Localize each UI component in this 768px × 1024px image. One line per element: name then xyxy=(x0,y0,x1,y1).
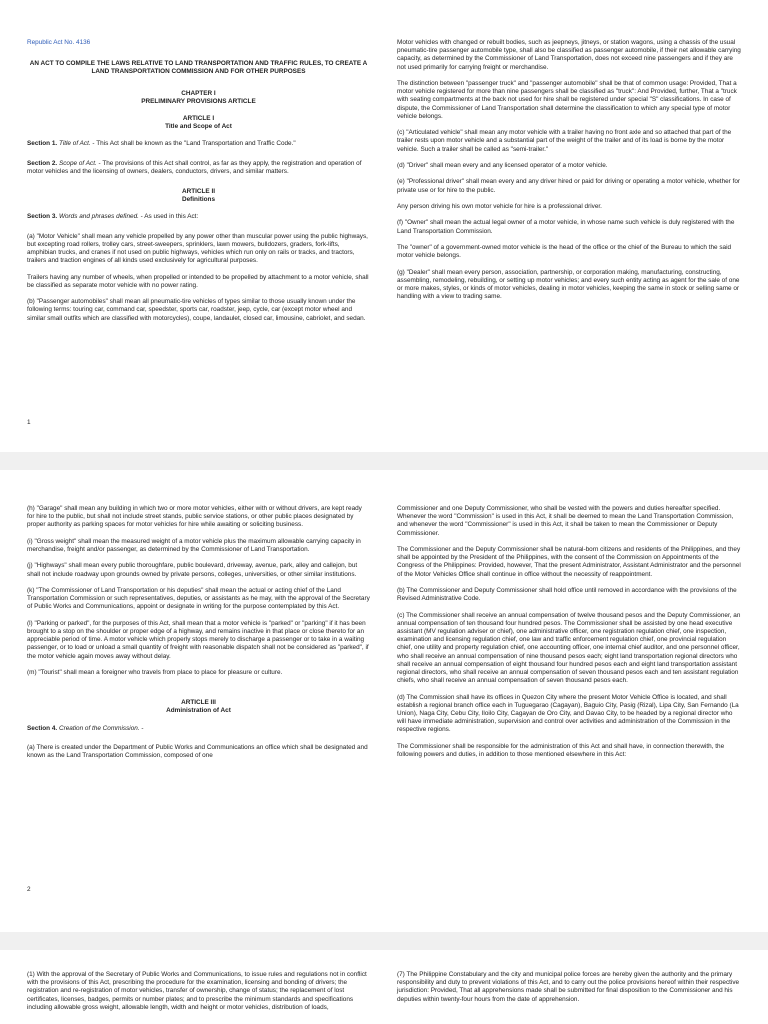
definition-paragraph: (k) "The Commissioner of Land Transportation or his deputies" shall mean the actual or acting chief of the Land Transportation Commission or such representatives, deputies, or assistants as he may, with the approval of the Secretary of Public Works and Communications, appoint or designate in writing for the purpose contemplated by this Act. xyxy=(27,586,370,611)
definition-paragraph: (l) "Parking or parked", for the purposes of this Act, shall mean that a motor vehicle is "parked" or "parking" if it has been brought to a stop on the shoulder or proper edge of a highway, and remains inactive in that place or close thereto for an appreciable period of time. A motor vehicle which properly stops merely to discharge a passenger or to take in a waiting passenger, or to load or unload a small quantity of freight with reasonable dispatch shall not be considered as "parked", if the motor vehicle again moves away without delay. xyxy=(27,619,369,660)
body-paragraph: (a) There is created under the Department of Public Works and Communications an office which shall be designated and known as the Land Transportation Commission, composed of one xyxy=(27,743,368,759)
body-paragraph: The Commissioner and the Deputy Commissioner shall be natural-born citizens and residents of the Philippines, and they shall be appointed by the President of the Philippines, with the consent of the Commission on Appointments of the Congress of the Philippines: Provided, however, That the present Administrator, Assistant Administrator and the personnel of the Motor Vehicles Office shall continue in office without the necessity of reappointment. xyxy=(397,546,741,578)
section-title: Scope of Act. xyxy=(58,159,97,167)
body-paragraph: Commissioner and one Deputy Commissioner, who shall be vested with the powers and duties hereafter specified. Whenever the word "Commission" is used in this Act, it shall be deemed to mean the Land Transportation Commission, and whenever the word "Commissioner" is used in this Act, it shall be taken to mean the Commissioner or Deputy Commissioner. xyxy=(397,505,734,537)
article-title: Administration of Act xyxy=(166,707,231,715)
definition-paragraph: (d) "Driver" shall mean every and any licensed operator of a motor vehicle. xyxy=(397,162,608,169)
section-label: Section 4. xyxy=(27,724,58,732)
definition-paragraph: (f) "Owner" shall mean the actual legal owner of a motor vehicle, in whose name such vehicle is duly registered with the Land Transportation Commission. xyxy=(397,219,735,235)
page-gap xyxy=(0,452,768,470)
section-text: - The provisions of this Act shall control, as far as they apply, the registration and operation of motor vehicles and the licensing of owners, dealers, conductors, drivers, and similar matters. xyxy=(27,159,362,175)
chapter-heading xyxy=(27,90,370,106)
body-paragraph: The distinction between "passenger truck" and "passenger automobile" shall be that of common usage: Provided, That a motor vehicle registered for more than nine passengers shall be classified as "truck": And Provided, further, That a "truck with seating compartments at the back not used for hire shall be registered under special "S" classifications. In case of dispute, the Commissioner of Land Transportation shall determine the classification to which any special type of motor vehicle belongs. xyxy=(397,80,737,120)
chapter-number: CHAPTER I xyxy=(181,89,216,97)
page2-right-column xyxy=(397,505,742,767)
page1-left-column xyxy=(27,39,370,331)
page-number: 2 xyxy=(27,886,31,893)
republic-act-link[interactable]: Republic Act No. 4136 xyxy=(27,39,91,46)
section-label: Section 2. xyxy=(27,159,58,167)
article-title: Definitions xyxy=(181,196,216,204)
page3-left-column xyxy=(27,971,370,1020)
page3-right-column xyxy=(397,971,742,1012)
page1-right-column xyxy=(397,39,742,310)
page2-left-column xyxy=(27,505,370,768)
article-heading xyxy=(27,699,370,715)
document-page-1 xyxy=(0,0,768,452)
section-paragraph xyxy=(27,725,370,733)
section-label: Section 1. xyxy=(27,140,58,148)
section-title: Title of Act. xyxy=(58,140,91,148)
page-number: 1 xyxy=(27,419,31,426)
article-heading xyxy=(27,188,370,204)
article-number: ARTICLE III xyxy=(181,699,216,707)
section-title: Creation of the Commission. xyxy=(58,724,140,732)
body-paragraph: The "owner" of a government-owned motor vehicle is the head of the office or the chief of the Bureau to which the said motor vehicle belongs. xyxy=(397,243,732,260)
body-paragraph: (7) The Philippine Constabulary and the city and municipal police forces are hereby given the authority and the primary responsibility and duty to prevent violations of this Act, and to carry out the police provisions hereof within their respective jurisdiction: Provided, That all apprehensions made shall be submitted for final disposition to the Commissioner and his deputies within twenty-four hours from the date of apprehension. xyxy=(397,971,740,1003)
definition-paragraph: (m) "Tourist" shall mean a foreigner who travels from place to place for pleasure or culture. xyxy=(27,668,283,676)
section-title: Words and phrases defined. xyxy=(58,213,139,221)
document-page-2 xyxy=(0,470,768,932)
body-paragraph: Motor vehicles with changed or rebuilt bodies, such as jeepneys, jitneys, or station wagons, using a chassis of the usual pneumatic-tire passenger automobile type, shall also be classified as passenger automobile, if their net allowable carrying capacity, as determined by the Commissioner of Land Transportation, does not exceed nine passengers and if they are not used primarily for carrying freight or merchandise. xyxy=(397,39,741,71)
definition-paragraph: (e) "Professional driver" shall mean every and any driver hired or paid for driving or operating a motor vehicle, whether for private use or for hire to the public. xyxy=(397,178,741,194)
definition-paragraph: (b) The Commissioner and Deputy Commissioner shall hold office until removed in accordance with the provisions of the Revised Administrative Code. xyxy=(397,587,737,603)
article-heading xyxy=(27,115,370,131)
section-paragraph xyxy=(27,213,370,221)
definition-paragraph: (g) "Dealer" shall mean every person, association, partnership, or corporation making, manufacturing, constructing, assembling, remodeling, rebuilding, or setting up motor vehicles; and every such entity acting as agent for the sale of one or more makes, styles, or kinds of motor vehicles, dealing in motor vehicles, keeping the same in stock or selling same or handling with a view to trading same. xyxy=(397,268,740,301)
section-label: Section 3. xyxy=(27,213,58,221)
body-paragraph: (1) With the approval of the Secretary of Public Works and Communications, to issue rules and regulations not in conflict with the provisions of this Act, prescribing the procedure for the examination, licensing and bonding of drivers; the registration and re-registration of motor vehicles, transfer of ownership, change of status; the replacement of lost certificates, licenses, badges, permits or number plates; and to prescribe the minimum standards and specifications including allowable gross weight, allowable length, width and height or motor vehicles, distribution of loads, xyxy=(27,971,367,1011)
section-text: - This Act shall be known as the "Land Transportation and Traffic Code." xyxy=(90,140,296,148)
section-paragraph xyxy=(27,160,370,176)
definition-paragraph: (h) "Garage" shall mean any building in which two or more motor vehicles, either with or without drivers, are kept ready for hire to the public, but shall not include street stands, public service stations, or other public places designated by proper authority as parking spaces for motor vehicles for hire while awaiting or soliciting business. xyxy=(27,505,362,529)
definition-paragraph: (i) "Gross weight" shall mean the measured weight of a motor vehicle plus the maximum allowable carrying capacity in merchandise, freight and/or passenger, as determined by the Commissioner of Land Transportation. xyxy=(27,537,361,553)
article-title: Title and Scope of Act xyxy=(165,123,232,131)
section-text: - xyxy=(139,724,144,732)
body-paragraph: The Commissioner shall be responsible for the administration of this Act and shall have, in connection therewith, the following powers and duties, in addition to those mentioned elsewhere in this Act: xyxy=(397,742,725,759)
document-page-3 xyxy=(0,950,768,1024)
section-paragraph xyxy=(27,140,370,148)
chapter-title: PRELIMINARY PROVISIONS ARTICLE xyxy=(141,97,256,105)
page-gap xyxy=(0,932,768,950)
body-paragraph: Any person driving his own motor vehicle for hire is a professional driver. xyxy=(397,202,602,210)
definition-paragraph: (j) "Highways" shall mean every public thoroughfare, public boulevard, driveway, avenue, park, alley and callejon, but shall not include roadway upon grounds owned by private persons, colleges, universities, or other similar institutions. xyxy=(27,562,358,578)
definition-paragraph: (a) "Motor Vehicle" shall mean any vehicle propelled by any power other than muscular power using the public highways, but excepting road rollers, trolley cars, street-sweepers, sprinklers, lawn mowers, bulldozers, graders, fork-lifts, amphibian trucks, and cranes if not used on public highways, vehicles which run only on rails or tracks, and tractors, trailers and traction engines of all kinds used exclusively for agricultural purposes. xyxy=(27,232,368,265)
article-number: ARTICLE I xyxy=(182,115,215,123)
definition-paragraph: (c) "Articulated vehicle" shall mean any motor vehicle with a trailer having no front axle and so attached that part of the trailer rests upon motor vehicle and a substantial part of the weight of the trailer and of its load is borne by the motor vehicle. Such a trailer shall be called as "semi-trailer." xyxy=(397,129,732,153)
section-text: - As used in this Act: xyxy=(138,213,199,221)
body-paragraph: Trailers having any number of wheels, when propelled or intended to be propelled by attachment to a motor vehicle, shall be classified as separate motor vehicle with no power rating. xyxy=(27,273,369,289)
article-number: ARTICLE II xyxy=(181,188,216,196)
definition-paragraph: (c) The Commissioner shall receive an annual compensation of twelve thousand pesos and the Deputy Commissioner, an annual compensation of ten thousand four hundred pesos. The Commissioner shall be assisted by one head executive assistant (MV regulation adviser or chief), one administrative officer, one registration regulation chief, one inspection, examination and licensing regulation chief, one law and traffic enforcement regulation chief, one provincial regulation chief, one utility and property regulation chief, one accounting officer, one internal chief auditor, and one personnel officer, who shall receive an annual compensation of nine thousand pesos each; eight land transportation regional directors who shall receive an annual compensation of eight thousand four hundred pesos each and eight land transportation assistant regional directors, who shall receive an annual compensation of seven thousand pesos each and ten assistant regulation chiefs, who shall receive an annual compensation of seven thousand pesos each. xyxy=(397,611,741,685)
act-title: AN ACT TO COMPILE THE LAWS RELATIVE TO LAND TRANSPORTATION AND TRAFFIC RULES, TO CREATE A LAND TRANSPORTATION COMMISSION AND FOR OTHER PURPOSES xyxy=(29,60,368,76)
definition-paragraph: (b) "Passenger automobiles" shall mean all pneumatic-tire vehicles of types similar to those usually known under the following terms: touring car, command car, speedster, sports car, roadster, jeep, cycle, car (except motor wheel and similar small outfits which are classified with motorcycles), coupe, landaulet, closed car, limousine, cabriolet, and sedan. xyxy=(27,298,366,322)
definition-paragraph: (d) The Commission shall have its offices in Quezon City where the present Motor Vehicle Office is located, and shall establish a regional branch office each in Tuguegarao (Cagayan), Baguio City, Pasig (Rizal), Lipa City, San Fernando (La Union), Naga City, Cebu City, Iloilo City, Cagayan de Oro City, and Davao City, to be headed by a regional director who will have immediate administration, supervision and control over activities and administration of the Commission in the respective regions. xyxy=(397,693,739,734)
